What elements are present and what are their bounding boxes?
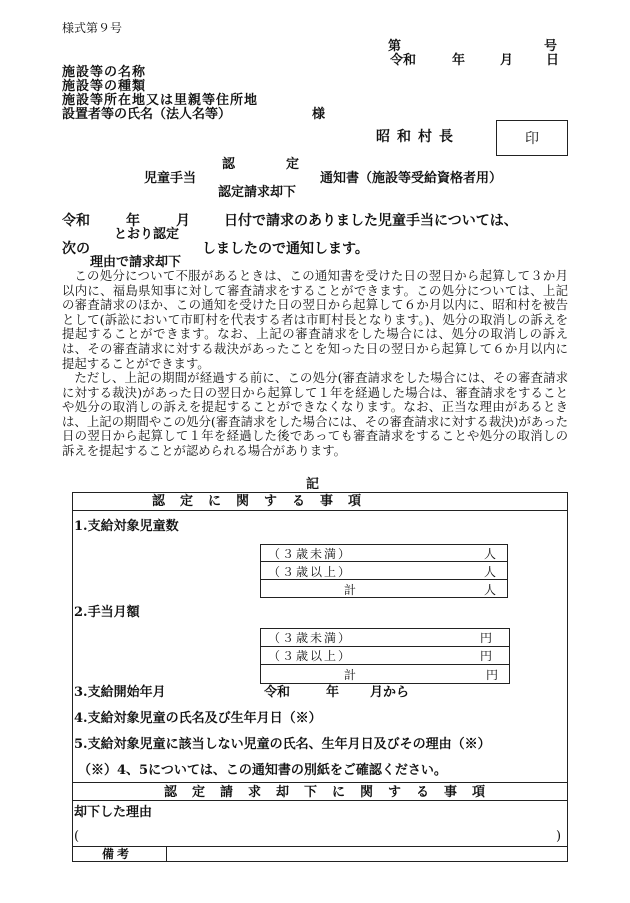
- appeal-paragraph-2: ただし、上記の期間が経過する前に、この処分(審査請求をした場合には、その審査請求に対する裁決)があった日の翌日から起算して１年を経過した場合は、審査請求をすることや処分の取消しの訴えを提起することができなくなります。なお、正当な理由があるときは、上記の期間やこの処分(審査請求をした場合には、その審査請求に対する裁決)があった日の翌日から起算して１年を経過した後であっても審査請求をすることや処分の取消しの訴えを提起することが認められる場合があります。: [62, 370, 568, 458]
- intro-text-1: 日付で請求のありました児童手当については、: [224, 213, 518, 229]
- seal-label: 印: [525, 131, 539, 147]
- amount-over3-unit: 円: [480, 649, 493, 663]
- ki-mark: 記: [306, 477, 320, 492]
- child-over3-label: （３歳以上）: [268, 565, 353, 579]
- attachment-note: （※）4、5については、この通知書の別紙をご確認ください。: [78, 763, 447, 778]
- date-day: 日: [546, 53, 560, 68]
- doc-number-prefix: 第: [388, 39, 402, 54]
- start-era: 令和: [264, 685, 291, 700]
- amount-total-unit: 円: [486, 668, 499, 682]
- item-monthly-amount: 2.手当月額: [74, 605, 140, 620]
- remarks-divider: [166, 846, 167, 862]
- title-prefix: 児童手当: [144, 171, 197, 186]
- intro-month: 月: [176, 213, 190, 229]
- intro-next: 次の: [62, 241, 90, 257]
- divider: [72, 846, 568, 847]
- item-eligible-children: 4.支給対象児童の氏名及び生年月日（※）: [74, 711, 322, 726]
- child-under3-label: （３歳未満）: [268, 547, 353, 561]
- title-option-tei: 定: [286, 157, 300, 172]
- facility-name-label: 施設等の名称: [62, 65, 147, 80]
- item-ineligible-children: 5.支給対象児童に該当しない児童の氏名、生年月日及びその理由（※）: [74, 737, 491, 752]
- child-over3-unit: 人: [484, 565, 497, 579]
- amount-total-label: 計: [344, 668, 357, 682]
- reason-open-paren: (: [74, 829, 80, 844]
- date-year: 年: [452, 53, 466, 68]
- remarks-label: 備考: [102, 847, 133, 861]
- divider: [72, 800, 568, 801]
- intro-era: 令和: [62, 213, 90, 229]
- date-era: 令和: [390, 53, 417, 68]
- amount-under3-label: （３歳未満）: [268, 631, 353, 645]
- honorific-sama: 様: [312, 107, 326, 122]
- intro-year: 年: [126, 213, 140, 229]
- seal-box: [496, 120, 568, 156]
- item-start-month: 3.支給開始年月: [74, 685, 166, 700]
- child-under3-unit: 人: [484, 547, 497, 561]
- facility-type-label: 施設等の種類: [62, 79, 147, 94]
- divider: [72, 510, 568, 511]
- issuer-name: 昭和村長: [376, 129, 460, 145]
- intro-option-reject: 理由で請求却下: [90, 255, 182, 270]
- section-rejection-heading: 認 定 請 求 却 下 に 関 す る 事 項: [164, 785, 487, 800]
- title-option-nin: 認: [222, 157, 236, 172]
- reason-close-paren: ): [556, 829, 562, 844]
- intro-text-2: しましたので通知します。: [202, 241, 369, 257]
- amount-under3-unit: 円: [480, 631, 493, 645]
- start-year: 年: [326, 685, 340, 700]
- founder-name-label: 設置者等の氏名（法人名等）: [62, 107, 232, 122]
- appeal-paragraph-1: この処分について不服があるときは、この通知書を受けた日の翌日から起算して３か月以内に、福島県知事に対して審査請求をすることができます。この処分については、上記の審査請求のほか、この通知を受けた日の翌日から起算して６か月以内に、昭和村を被告として(訴訟において市町村を代表する者は市町村長となります。)、処分の取消しの訴えを提起することができます。なお、上記の審査請求をした場合には、処分の取消しの訴えは、その審査請求に対する裁決があったことを知った日の翌日から起算して６か月以内に提起することができます。: [62, 268, 568, 371]
- doc-number-suffix: 号: [544, 39, 558, 54]
- rejection-reason-label: 却下した理由: [74, 805, 153, 820]
- item-child-count: 1.支給対象児童数: [74, 519, 179, 534]
- amount-over3-label: （３歳以上）: [268, 649, 353, 663]
- section-approval-heading: 認 定 に 関 す る 事 項: [152, 494, 363, 509]
- date-month: 月: [500, 53, 514, 68]
- divider: [72, 782, 568, 783]
- title-option-reject: 認定請求却下: [218, 185, 297, 200]
- child-total-unit: 人: [484, 583, 497, 597]
- title-main: 通知書（施設等受給資格者用）: [320, 171, 503, 186]
- intro-option-approve: とおり認定: [114, 227, 180, 242]
- start-month-from: 月から: [370, 685, 410, 700]
- child-total-label: 計: [344, 583, 357, 597]
- facility-address-label: 施設等所在地又は里親等住所地: [62, 93, 259, 108]
- form-number: 様式第９号: [62, 21, 123, 35]
